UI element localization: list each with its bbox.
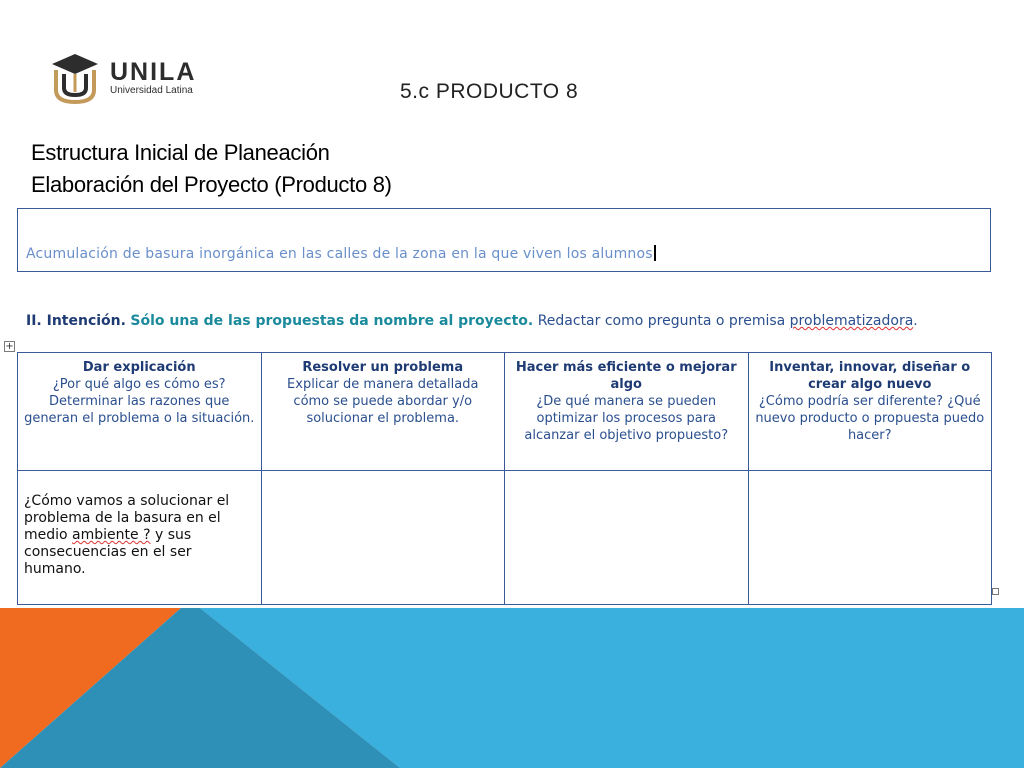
- intention-options-table: [17, 352, 992, 605]
- column-text: ¿Por qué algo es cómo es? Determinar las razones que generan el problema o la situación.: [24, 377, 255, 426]
- instruction-word: problematizadora: [789, 313, 914, 329]
- column-text: ¿De qué manera se pueden optimizar los procesos para alcanzar el objetivo propuesto?: [524, 394, 729, 443]
- table-move-handle-icon[interactable]: +: [5, 341, 14, 352]
- table-cell-resolver[interactable]: [261, 353, 505, 471]
- problem-text: Acumulación de basura inorgánica en las calles de la zona en la que viven los alumnos: [26, 246, 653, 262]
- table-cell-empty[interactable]: [748, 471, 992, 605]
- intention-line: [26, 313, 918, 329]
- table-answer-row: [18, 471, 992, 605]
- table-cell-empty[interactable]: [261, 471, 505, 605]
- logo-name: UNILA: [110, 58, 197, 86]
- table-cell-empty[interactable]: [505, 471, 749, 605]
- answer-part2: y sus consecuencias en el ser humano.: [24, 527, 192, 577]
- column-title: Hacer más eficiente o mejorar algo: [515, 360, 737, 392]
- table-cell-eficiente[interactable]: [505, 353, 749, 471]
- problem-textbox[interactable]: [17, 208, 991, 272]
- answer-underlined: ambiente ?: [72, 527, 151, 543]
- column-title: Resolver un problema: [302, 360, 464, 375]
- column-title: Dar explicación: [82, 360, 196, 375]
- column-title: Inventar, innovar, diseñar o crear algo nuevo: [769, 360, 971, 392]
- table-cell-answer[interactable]: [18, 471, 262, 605]
- table-cell-inventar[interactable]: [748, 353, 992, 471]
- answer-part1: ¿Cómo vamos a solucionar el problema de la basura en el medio: [24, 493, 230, 543]
- instruction-prefix: Redactar como pregunta o premisa: [537, 313, 790, 329]
- table-header-row: [18, 353, 992, 471]
- column-text: Explicar de manera detallada cómo se puede abordar y/o solucionar el problema.: [287, 377, 479, 426]
- intention-emphasis: Sólo una de las propuestas da nombre al proyecto.: [130, 313, 534, 329]
- unila-logo: [50, 52, 220, 104]
- slide-title: 5.c PRODUCTO 8: [400, 80, 579, 103]
- table-cell-explicacion[interactable]: [18, 353, 262, 471]
- mortarboard-u-icon: [50, 52, 100, 104]
- text-cursor: [654, 245, 656, 261]
- instruction-suffix: .: [913, 313, 918, 329]
- logo-subtitle: Universidad Latina: [110, 85, 193, 96]
- intention-label: II. Intención.: [26, 313, 126, 329]
- intention-instruction: [538, 313, 918, 329]
- heading-estructura: Estructura Inicial de Planeación: [31, 140, 330, 165]
- table-resize-handle[interactable]: [992, 588, 999, 595]
- problem-text-line: [26, 245, 656, 262]
- heading-elaboracion: Elaboración del Proyecto (Producto 8): [31, 172, 392, 197]
- column-text: ¿Cómo podría ser diferente? ¿Qué nuevo producto o propuesta puedo hacer?: [755, 394, 985, 443]
